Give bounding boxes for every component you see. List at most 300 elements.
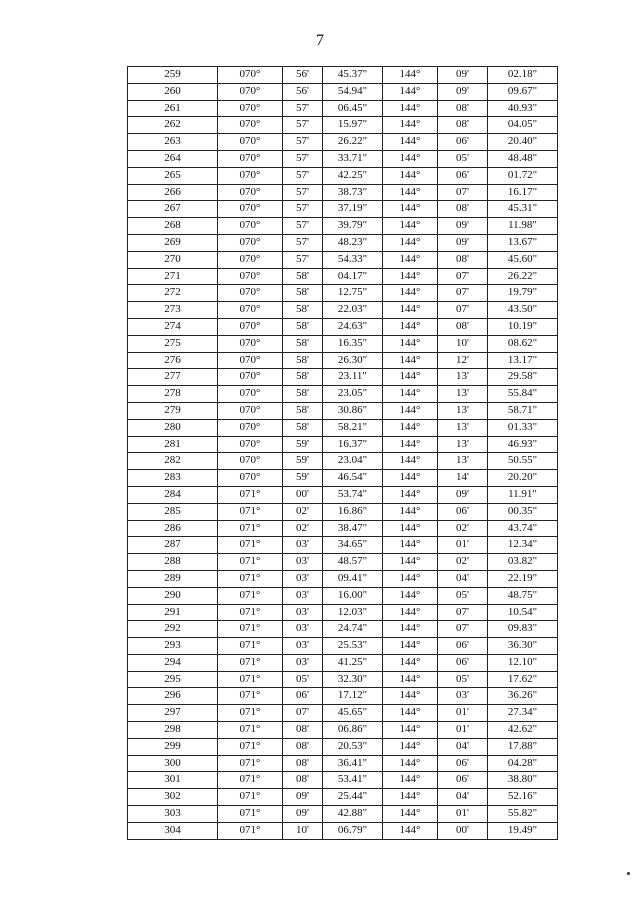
point-number-cell: 303 <box>128 806 218 823</box>
lat-degrees-cell: 071° <box>218 755 283 772</box>
lat-minutes-cell: 58' <box>283 318 323 335</box>
lat-seconds-cell: 22.03" <box>323 302 383 319</box>
table-row <box>128 285 558 302</box>
lat-seconds-cell: 16.35" <box>323 335 383 352</box>
lon-minutes-cell: 04' <box>438 570 488 587</box>
lon-seconds-cell: 40.93" <box>488 100 558 117</box>
lat-minutes-cell: 57' <box>283 201 323 218</box>
lon-degrees-cell: 144° <box>383 789 438 806</box>
lon-degrees-cell: 144° <box>383 134 438 151</box>
lon-degrees-cell: 144° <box>383 486 438 503</box>
lon-minutes-cell: 05' <box>438 587 488 604</box>
lon-degrees-cell: 144° <box>383 369 438 386</box>
lon-seconds-cell: 19.79" <box>488 285 558 302</box>
lat-degrees-cell: 071° <box>218 772 283 789</box>
lon-degrees-cell: 144° <box>383 453 438 470</box>
table-row <box>128 436 558 453</box>
lat-degrees-cell: 070° <box>218 234 283 251</box>
lat-seconds-cell: 36.41" <box>323 755 383 772</box>
lat-seconds-cell: 26.22" <box>323 134 383 151</box>
lon-degrees-cell: 144° <box>383 671 438 688</box>
point-number-cell: 280 <box>128 419 218 436</box>
table-row <box>128 335 558 352</box>
lon-seconds-cell: 13.67" <box>488 234 558 251</box>
lon-minutes-cell: 13' <box>438 419 488 436</box>
lat-minutes-cell: 57' <box>283 234 323 251</box>
lat-degrees-cell: 070° <box>218 318 283 335</box>
lon-degrees-cell: 144° <box>383 654 438 671</box>
lat-degrees-cell: 071° <box>218 570 283 587</box>
lon-degrees-cell: 144° <box>383 570 438 587</box>
lat-degrees-cell: 071° <box>218 806 283 823</box>
lat-minutes-cell: 00' <box>283 486 323 503</box>
lat-seconds-cell: 34.65" <box>323 537 383 554</box>
table-row <box>128 369 558 386</box>
lon-minutes-cell: 10' <box>438 335 488 352</box>
point-number-cell: 287 <box>128 537 218 554</box>
lon-minutes-cell: 05' <box>438 671 488 688</box>
point-number-cell: 295 <box>128 671 218 688</box>
lon-minutes-cell: 03' <box>438 688 488 705</box>
lat-degrees-cell: 070° <box>218 436 283 453</box>
lon-minutes-cell: 12' <box>438 352 488 369</box>
lon-degrees-cell: 144° <box>383 285 438 302</box>
point-number-cell: 294 <box>128 654 218 671</box>
lon-minutes-cell: 01' <box>438 705 488 722</box>
lat-degrees-cell: 070° <box>218 352 283 369</box>
lon-degrees-cell: 144° <box>383 436 438 453</box>
lon-minutes-cell: 07' <box>438 604 488 621</box>
lat-degrees-cell: 070° <box>218 285 283 302</box>
table-row <box>128 83 558 100</box>
point-number-cell: 302 <box>128 789 218 806</box>
lat-minutes-cell: 03' <box>283 638 323 655</box>
point-number-cell: 289 <box>128 570 218 587</box>
lon-degrees-cell: 144° <box>383 234 438 251</box>
lon-seconds-cell: 17.88" <box>488 738 558 755</box>
lat-seconds-cell: 38.73" <box>323 184 383 201</box>
lon-minutes-cell: 09' <box>438 83 488 100</box>
lon-degrees-cell: 144° <box>383 705 438 722</box>
lon-degrees-cell: 144° <box>383 83 438 100</box>
lat-degrees-cell: 070° <box>218 134 283 151</box>
lat-seconds-cell: 06.45" <box>323 100 383 117</box>
lat-minutes-cell: 05' <box>283 671 323 688</box>
lat-degrees-cell: 070° <box>218 117 283 134</box>
point-number-cell: 284 <box>128 486 218 503</box>
lon-minutes-cell: 08' <box>438 201 488 218</box>
table-row <box>128 150 558 167</box>
table-row <box>128 67 558 84</box>
lon-seconds-cell: 19.49" <box>488 822 558 839</box>
lon-minutes-cell: 07' <box>438 621 488 638</box>
lat-minutes-cell: 06' <box>283 688 323 705</box>
lon-seconds-cell: 43.74" <box>488 520 558 537</box>
lon-minutes-cell: 05' <box>438 150 488 167</box>
point-number-cell: 301 <box>128 772 218 789</box>
lat-seconds-cell: 24.63" <box>323 318 383 335</box>
table-row <box>128 654 558 671</box>
lon-seconds-cell: 11.91" <box>488 486 558 503</box>
point-number-cell: 267 <box>128 201 218 218</box>
lat-seconds-cell: 33.71" <box>323 150 383 167</box>
lon-seconds-cell: 58.71" <box>488 402 558 419</box>
lat-degrees-cell: 070° <box>218 218 283 235</box>
lon-minutes-cell: 08' <box>438 100 488 117</box>
table-row <box>128 638 558 655</box>
lon-minutes-cell: 02' <box>438 554 488 571</box>
lat-seconds-cell: 32.30" <box>323 671 383 688</box>
table-row <box>128 386 558 403</box>
table-row <box>128 789 558 806</box>
table-row <box>128 486 558 503</box>
point-number-cell: 268 <box>128 218 218 235</box>
point-number-cell: 296 <box>128 688 218 705</box>
lat-degrees-cell: 070° <box>218 419 283 436</box>
lon-degrees-cell: 144° <box>383 218 438 235</box>
table-row <box>128 402 558 419</box>
lon-seconds-cell: 09.83" <box>488 621 558 638</box>
lon-seconds-cell: 29.58" <box>488 369 558 386</box>
point-number-cell: 300 <box>128 755 218 772</box>
lon-minutes-cell: 06' <box>438 638 488 655</box>
lat-minutes-cell: 57' <box>283 184 323 201</box>
table-row <box>128 184 558 201</box>
point-number-cell: 304 <box>128 822 218 839</box>
lon-degrees-cell: 144° <box>383 520 438 537</box>
table-row <box>128 772 558 789</box>
lat-degrees-cell: 070° <box>218 302 283 319</box>
point-number-cell: 272 <box>128 285 218 302</box>
lat-minutes-cell: 58' <box>283 419 323 436</box>
point-number-cell: 285 <box>128 503 218 520</box>
lat-seconds-cell: 12.03" <box>323 604 383 621</box>
lat-degrees-cell: 070° <box>218 251 283 268</box>
lon-degrees-cell: 144° <box>383 772 438 789</box>
lat-seconds-cell: 37.19" <box>323 201 383 218</box>
lon-degrees-cell: 144° <box>383 335 438 352</box>
lat-minutes-cell: 56' <box>283 67 323 84</box>
table-row <box>128 167 558 184</box>
lon-minutes-cell: 06' <box>438 755 488 772</box>
lat-minutes-cell: 08' <box>283 738 323 755</box>
lat-degrees-cell: 071° <box>218 822 283 839</box>
lat-degrees-cell: 071° <box>218 537 283 554</box>
lat-degrees-cell: 071° <box>218 503 283 520</box>
lon-seconds-cell: 11.98" <box>488 218 558 235</box>
lat-seconds-cell: 48.23" <box>323 234 383 251</box>
lon-seconds-cell: 20.20" <box>488 470 558 487</box>
table-row <box>128 570 558 587</box>
lat-seconds-cell: 30.86" <box>323 402 383 419</box>
table-row <box>128 755 558 772</box>
lat-seconds-cell: 06.79" <box>323 822 383 839</box>
lon-minutes-cell: 01' <box>438 537 488 554</box>
point-number-cell: 278 <box>128 386 218 403</box>
lon-degrees-cell: 144° <box>383 318 438 335</box>
lon-degrees-cell: 144° <box>383 302 438 319</box>
lon-minutes-cell: 00' <box>438 822 488 839</box>
lat-minutes-cell: 08' <box>283 772 323 789</box>
lon-minutes-cell: 13' <box>438 453 488 470</box>
point-number-cell: 273 <box>128 302 218 319</box>
lat-seconds-cell: 41.25" <box>323 654 383 671</box>
lon-degrees-cell: 144° <box>383 638 438 655</box>
table-row <box>128 218 558 235</box>
lon-minutes-cell: 09' <box>438 218 488 235</box>
lat-seconds-cell: 45.37" <box>323 67 383 84</box>
lon-seconds-cell: 45.31" <box>488 201 558 218</box>
lat-seconds-cell: 16.86" <box>323 503 383 520</box>
lon-minutes-cell: 08' <box>438 251 488 268</box>
point-number-cell: 299 <box>128 738 218 755</box>
table-row <box>128 822 558 839</box>
table-row <box>128 134 558 151</box>
lat-seconds-cell: 16.00" <box>323 587 383 604</box>
lon-seconds-cell: 10.19" <box>488 318 558 335</box>
lat-minutes-cell: 03' <box>283 604 323 621</box>
lat-minutes-cell: 57' <box>283 167 323 184</box>
margin-mark <box>627 872 630 875</box>
lon-degrees-cell: 144° <box>383 419 438 436</box>
lon-seconds-cell: 27.34" <box>488 705 558 722</box>
lon-seconds-cell: 03.82" <box>488 554 558 571</box>
lon-degrees-cell: 144° <box>383 722 438 739</box>
lon-degrees-cell: 144° <box>383 806 438 823</box>
lon-minutes-cell: 01' <box>438 806 488 823</box>
point-number-cell: 291 <box>128 604 218 621</box>
point-number-cell: 282 <box>128 453 218 470</box>
table-row <box>128 604 558 621</box>
lon-degrees-cell: 144° <box>383 167 438 184</box>
lat-seconds-cell: 12.75" <box>323 285 383 302</box>
lon-seconds-cell: 13.17" <box>488 352 558 369</box>
lat-degrees-cell: 071° <box>218 638 283 655</box>
lon-degrees-cell: 144° <box>383 352 438 369</box>
lon-seconds-cell: 16.17" <box>488 184 558 201</box>
lat-degrees-cell: 070° <box>218 100 283 117</box>
lat-minutes-cell: 02' <box>283 520 323 537</box>
lon-seconds-cell: 55.84" <box>488 386 558 403</box>
point-number-cell: 264 <box>128 150 218 167</box>
point-number-cell: 261 <box>128 100 218 117</box>
lat-minutes-cell: 58' <box>283 268 323 285</box>
lat-degrees-cell: 070° <box>218 83 283 100</box>
table-row <box>128 251 558 268</box>
point-number-cell: 298 <box>128 722 218 739</box>
point-number-cell: 269 <box>128 234 218 251</box>
coordinates-table-body <box>128 67 558 840</box>
lat-seconds-cell: 58.21" <box>323 419 383 436</box>
lon-minutes-cell: 08' <box>438 318 488 335</box>
lat-degrees-cell: 070° <box>218 335 283 352</box>
lat-seconds-cell: 23.05" <box>323 386 383 403</box>
table-row <box>128 688 558 705</box>
lon-minutes-cell: 07' <box>438 302 488 319</box>
lat-seconds-cell: 06.86" <box>323 722 383 739</box>
lat-minutes-cell: 58' <box>283 335 323 352</box>
point-number-cell: 266 <box>128 184 218 201</box>
point-number-cell: 262 <box>128 117 218 134</box>
lon-minutes-cell: 13' <box>438 402 488 419</box>
lat-minutes-cell: 58' <box>283 352 323 369</box>
lat-degrees-cell: 071° <box>218 688 283 705</box>
lon-minutes-cell: 04' <box>438 738 488 755</box>
point-number-cell: 270 <box>128 251 218 268</box>
lat-seconds-cell: 04.17" <box>323 268 383 285</box>
lon-minutes-cell: 07' <box>438 268 488 285</box>
lat-degrees-cell: 071° <box>218 738 283 755</box>
lat-minutes-cell: 03' <box>283 654 323 671</box>
table-row <box>128 671 558 688</box>
lon-degrees-cell: 144° <box>383 201 438 218</box>
lat-minutes-cell: 03' <box>283 587 323 604</box>
lat-seconds-cell: 53.74" <box>323 486 383 503</box>
lat-minutes-cell: 58' <box>283 369 323 386</box>
lat-minutes-cell: 57' <box>283 218 323 235</box>
lat-degrees-cell: 071° <box>218 554 283 571</box>
lon-degrees-cell: 144° <box>383 150 438 167</box>
lon-seconds-cell: 01.33" <box>488 419 558 436</box>
lat-minutes-cell: 58' <box>283 402 323 419</box>
table-row <box>128 554 558 571</box>
lon-degrees-cell: 144° <box>383 67 438 84</box>
lon-degrees-cell: 144° <box>383 587 438 604</box>
lon-degrees-cell: 144° <box>383 100 438 117</box>
table-row <box>128 806 558 823</box>
point-number-cell: 265 <box>128 167 218 184</box>
point-number-cell: 288 <box>128 554 218 571</box>
lat-seconds-cell: 20.53" <box>323 738 383 755</box>
lon-degrees-cell: 144° <box>383 822 438 839</box>
lat-minutes-cell: 08' <box>283 755 323 772</box>
lon-seconds-cell: 12.34" <box>488 537 558 554</box>
lat-degrees-cell: 070° <box>218 386 283 403</box>
lat-seconds-cell: 09.41" <box>323 570 383 587</box>
lat-seconds-cell: 42.25" <box>323 167 383 184</box>
lon-minutes-cell: 09' <box>438 486 488 503</box>
lon-degrees-cell: 144° <box>383 268 438 285</box>
lon-seconds-cell: 10.54" <box>488 604 558 621</box>
point-number-cell: 297 <box>128 705 218 722</box>
lat-seconds-cell: 54.94" <box>323 83 383 100</box>
lat-seconds-cell: 25.44" <box>323 789 383 806</box>
lat-seconds-cell: 23.11" <box>323 369 383 386</box>
lon-seconds-cell: 17.62" <box>488 671 558 688</box>
lat-degrees-cell: 071° <box>218 705 283 722</box>
lon-degrees-cell: 144° <box>383 251 438 268</box>
table-row <box>128 722 558 739</box>
table-row <box>128 201 558 218</box>
lat-seconds-cell: 45.65" <box>323 705 383 722</box>
lon-minutes-cell: 02' <box>438 520 488 537</box>
table-row <box>128 302 558 319</box>
lat-degrees-cell: 071° <box>218 671 283 688</box>
point-number-cell: 283 <box>128 470 218 487</box>
lat-seconds-cell: 24.74" <box>323 621 383 638</box>
point-number-cell: 274 <box>128 318 218 335</box>
lon-seconds-cell: 36.26" <box>488 688 558 705</box>
lon-degrees-cell: 144° <box>383 386 438 403</box>
lon-degrees-cell: 144° <box>383 503 438 520</box>
table-row <box>128 100 558 117</box>
lon-minutes-cell: 06' <box>438 134 488 151</box>
table-row <box>128 268 558 285</box>
lon-seconds-cell: 26.22" <box>488 268 558 285</box>
lat-minutes-cell: 03' <box>283 554 323 571</box>
lat-seconds-cell: 53.41" <box>323 772 383 789</box>
lon-degrees-cell: 144° <box>383 470 438 487</box>
lat-degrees-cell: 071° <box>218 587 283 604</box>
lon-minutes-cell: 06' <box>438 654 488 671</box>
lat-seconds-cell: 48.57" <box>323 554 383 571</box>
lat-seconds-cell: 54.33" <box>323 251 383 268</box>
table-row <box>128 738 558 755</box>
lat-minutes-cell: 59' <box>283 470 323 487</box>
table-row <box>128 470 558 487</box>
lon-minutes-cell: 13' <box>438 369 488 386</box>
lat-minutes-cell: 57' <box>283 150 323 167</box>
table-row <box>128 621 558 638</box>
lat-degrees-cell: 070° <box>218 470 283 487</box>
lat-seconds-cell: 17.12" <box>323 688 383 705</box>
lat-degrees-cell: 070° <box>218 184 283 201</box>
lat-minutes-cell: 02' <box>283 503 323 520</box>
lat-degrees-cell: 071° <box>218 604 283 621</box>
lon-minutes-cell: 14' <box>438 470 488 487</box>
lon-seconds-cell: 50.55" <box>488 453 558 470</box>
lon-seconds-cell: 04.28" <box>488 755 558 772</box>
lat-degrees-cell: 070° <box>218 453 283 470</box>
lat-degrees-cell: 070° <box>218 402 283 419</box>
lat-minutes-cell: 56' <box>283 83 323 100</box>
point-number-cell: 259 <box>128 67 218 84</box>
lat-minutes-cell: 58' <box>283 386 323 403</box>
lon-seconds-cell: 01.72" <box>488 167 558 184</box>
table-row <box>128 352 558 369</box>
lat-minutes-cell: 57' <box>283 117 323 134</box>
lat-degrees-cell: 070° <box>218 67 283 84</box>
lat-seconds-cell: 38.47" <box>323 520 383 537</box>
lon-minutes-cell: 01' <box>438 722 488 739</box>
lon-degrees-cell: 144° <box>383 117 438 134</box>
point-number-cell: 260 <box>128 83 218 100</box>
point-number-cell: 292 <box>128 621 218 638</box>
lat-seconds-cell: 25.53" <box>323 638 383 655</box>
lon-seconds-cell: 43.50" <box>488 302 558 319</box>
lon-seconds-cell: 02.18" <box>488 67 558 84</box>
lon-minutes-cell: 08' <box>438 117 488 134</box>
lon-degrees-cell: 144° <box>383 604 438 621</box>
lon-minutes-cell: 06' <box>438 772 488 789</box>
coordinates-table <box>127 66 558 840</box>
lon-seconds-cell: 22.19" <box>488 570 558 587</box>
lat-seconds-cell: 15.97" <box>323 117 383 134</box>
lon-seconds-cell: 48.75" <box>488 587 558 604</box>
lon-minutes-cell: 09' <box>438 67 488 84</box>
lat-degrees-cell: 070° <box>218 150 283 167</box>
lat-minutes-cell: 07' <box>283 705 323 722</box>
table-row <box>128 503 558 520</box>
lat-degrees-cell: 070° <box>218 167 283 184</box>
table-row <box>128 520 558 537</box>
table-row <box>128 587 558 604</box>
lat-degrees-cell: 071° <box>218 654 283 671</box>
point-number-cell: 277 <box>128 369 218 386</box>
lon-degrees-cell: 144° <box>383 621 438 638</box>
lon-seconds-cell: 36.30" <box>488 638 558 655</box>
lon-seconds-cell: 08.62" <box>488 335 558 352</box>
